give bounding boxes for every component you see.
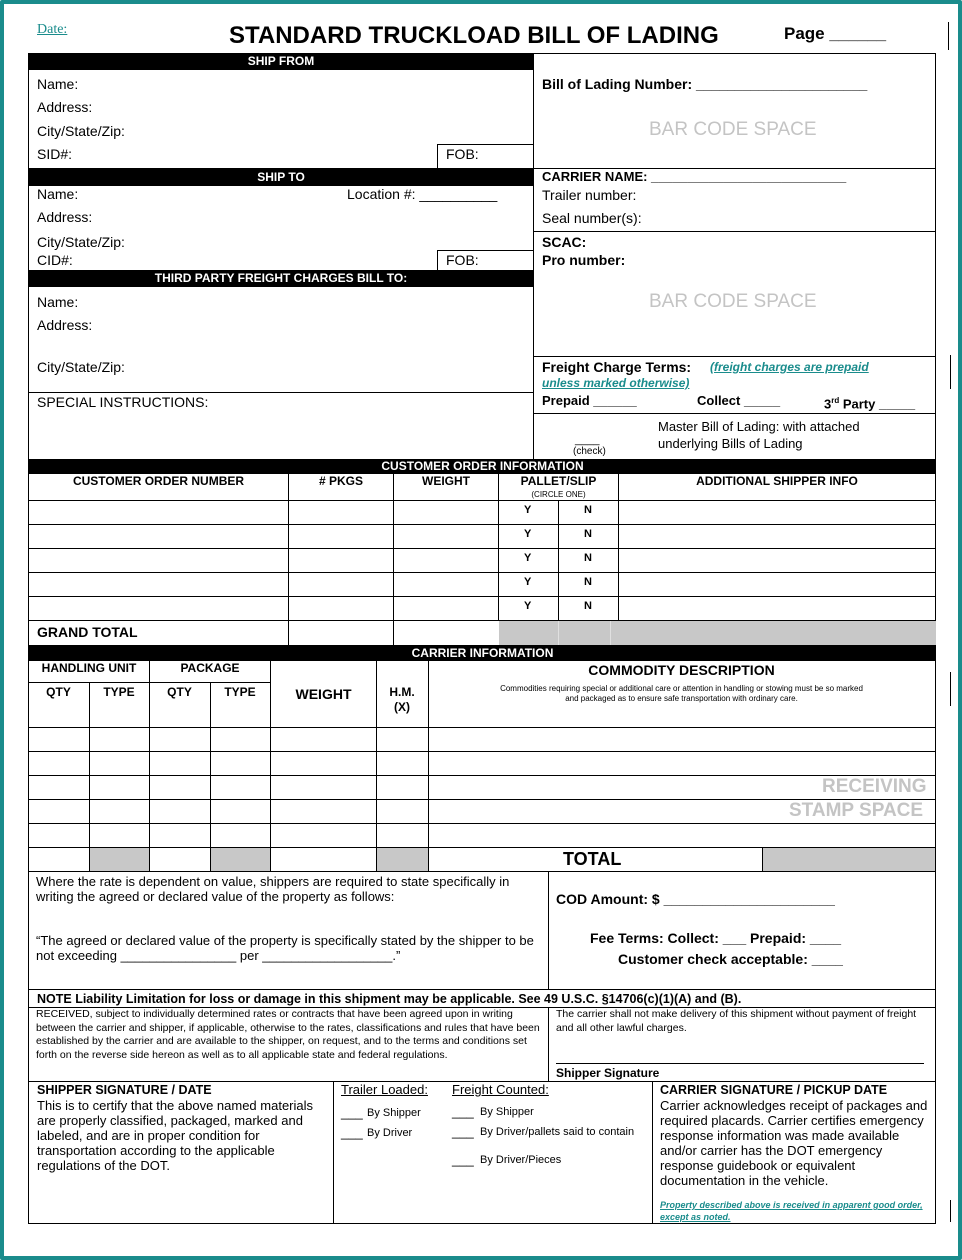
liability-note: NOTE Liability Limitation for loss or damage in this shipment may be applicable. See 49 U.S.C. §14706(c)(1)(A) and (B). [37, 992, 742, 1006]
cod-amount-field[interactable]: COD Amount: $ ______________________ [556, 891, 835, 907]
total-label: TOTAL [563, 849, 622, 869]
col-weight: WEIGHT [422, 474, 470, 488]
pro-number-field[interactable]: Pro number: [542, 252, 626, 268]
shipper-signature-title[interactable]: SHIPPER SIGNATURE / DATE [37, 1083, 212, 1097]
yes-option[interactable]: Y [524, 504, 532, 516]
bol-number-field[interactable]: Bill of Lading Number: ______________________ [542, 76, 868, 92]
third-party-address[interactable]: Address: [37, 317, 93, 333]
master-bol-text-1: Master Bill of Lading: with attached [658, 419, 860, 434]
freight-terms-label: Freight Charge Terms: [542, 359, 692, 375]
freight-counted-pieces-check[interactable]: ___ [452, 1152, 474, 1167]
no-option[interactable]: N [584, 504, 592, 516]
master-bol-check-label: (check) [573, 446, 606, 457]
freight-counted-shipper: By Shipper [480, 1106, 534, 1118]
trailer-loaded-shipper: By Shipper [367, 1107, 421, 1119]
package-header: PACKAGE [180, 661, 240, 675]
fee-terms-field[interactable]: Fee Terms: Collect: ___ Prepaid: ____ [590, 930, 842, 946]
package-qty-header: QTY [167, 685, 192, 699]
carrier-receipt-note: Property described above is received in apparent good order, except as noted. [660, 1200, 923, 1222]
barcode-space-1: BAR CODE SPACE [649, 119, 817, 140]
col-pallet-slip-sub: (CIRCLE ONE) [531, 490, 586, 499]
receiving-stamp-1: RECEIVING [822, 776, 927, 797]
carrier-signature-title[interactable]: CARRIER SIGNATURE / PICKUP DATE [660, 1083, 888, 1097]
col-pallet-slip: PALLET/SLIP [520, 474, 597, 488]
no-option[interactable]: N [584, 600, 592, 612]
freight-counted-pallets: By Driver/pallets said to contain [480, 1126, 635, 1138]
master-bol-check[interactable]: ____ [575, 434, 600, 446]
trailer-loaded-driver: By Driver [367, 1127, 413, 1139]
ship-from-address[interactable]: Address: [37, 99, 93, 115]
scac-field[interactable]: SCAC: [542, 234, 587, 250]
third-party-name[interactable]: Name: [37, 294, 79, 310]
form-bottom-border [28, 1223, 936, 1224]
carrier-certification-text: Carrier acknowledges receipt of packages and required placards. Carrier certifies emergency response information was made available and/or carrier has the DOT emergency response guidebook or equivalent documentation in the vehicle. [660, 1098, 928, 1188]
date-label: Date: [37, 22, 68, 37]
collect-field[interactable]: Collect _____ [697, 393, 781, 408]
ship-to-city[interactable]: City/State/Zip: [37, 234, 125, 250]
weight-header: WEIGHT [295, 686, 352, 702]
ship-to-location[interactable]: Location #: __________ [347, 186, 498, 202]
trailer-loaded-shipper-check[interactable]: ___ [341, 1105, 363, 1120]
ship-from-bar: SHIP FROM [29, 53, 533, 70]
carrier-name-field[interactable]: CARRIER NAME: ___________________________ [542, 169, 847, 184]
ship-to-address[interactable]: Address: [37, 209, 93, 225]
col-customer-order-number: CUSTOMER ORDER NUMBER [72, 474, 245, 488]
ship-to-bar: SHIP TO [29, 169, 533, 186]
shipper-signature-label: Shipper Signature [556, 1066, 660, 1080]
commodity-description-header: COMMODITY DESCRIPTION [588, 662, 775, 678]
receiving-stamp-2: STAMP SPACE [789, 800, 924, 821]
ship-from-city[interactable]: City/State/Zip: [37, 123, 125, 139]
col-pkgs: # PKGS [318, 474, 363, 488]
shipper-certification-text: This is to certify that the above named materials are properly classified, packaged, marked and labeled, and are in proper condition for transportation according to the applicable regulations of the DOT. [37, 1098, 314, 1173]
handling-unit-header: HANDLING UNIT [41, 661, 137, 675]
grand-total-label: GRAND TOTAL [37, 624, 138, 640]
handling-type-header: TYPE [103, 685, 135, 699]
freight-terms-note-2: unless marked otherwise) [542, 376, 690, 390]
ship-to-name[interactable]: Name: [37, 186, 79, 202]
freight-counted-pieces: By Driver/Pieces [480, 1154, 562, 1166]
col-additional-shipper-info: ADDITIONAL SHIPPER INFO [696, 474, 858, 488]
seal-number-field[interactable]: Seal number(s): [542, 210, 642, 226]
handling-qty-header: QTY [46, 685, 71, 699]
commodity-note-1: Commodities requiring special or additional care or attention in handling or stowing must be so marked [500, 684, 863, 693]
no-option[interactable]: N [584, 528, 592, 540]
center-divider [533, 53, 534, 461]
ship-to-cid[interactable]: CID#: [37, 252, 73, 268]
third-party-city[interactable]: City/State/Zip: [37, 359, 125, 375]
declared-value-text[interactable]: “The agreed or declared value of the property is specifically stated by the shipper to be not exceeding ________________ per __________________.” [36, 933, 534, 963]
freight-counted-pallets-check[interactable]: ___ [452, 1124, 474, 1139]
commodity-note-2: and packaged as to ensure safe transportation with ordinary care. [565, 694, 798, 703]
yes-option[interactable]: Y [524, 552, 532, 564]
ship-from-name[interactable]: Name: [37, 76, 79, 92]
hm-header: H.M. [389, 685, 415, 699]
form-left-border [28, 53, 29, 1223]
carrier-info-bar: CARRIER INFORMATION [29, 645, 936, 661]
hm-header-x: (X) [394, 700, 410, 714]
yes-option[interactable]: Y [524, 576, 532, 588]
third-party-terms-field[interactable]: 3rd Party _____ [824, 396, 916, 412]
prepaid-field[interactable]: Prepaid ______ [542, 393, 637, 408]
no-option[interactable]: N [584, 552, 592, 564]
valuation-text: Where the rate is dependent on value, shippers are required to state specifically in writing the agreed or declared value of the property as follows: [36, 874, 510, 904]
no-delivery-terms: The carrier shall not make delivery of this shipment without payment of freight and all other lawful charges. [556, 1008, 917, 1034]
freight-terms-note-1: (freight charges are prepaid [710, 360, 869, 374]
master-bol-text-2: underlying Bills of Lading [658, 436, 803, 451]
ship-from-fob[interactable]: FOB: [446, 146, 479, 162]
freight-counted-title: Freight Counted: [452, 1082, 549, 1097]
freight-counted-shipper-check[interactable]: ___ [452, 1104, 474, 1119]
special-instructions-label[interactable]: SPECIAL INSTRUCTIONS: [37, 394, 209, 410]
package-type-header: TYPE [224, 685, 256, 699]
third-party-bar: THIRD PARTY FREIGHT CHARGES BILL TO: [29, 270, 533, 287]
trailer-number-field[interactable]: Trailer number: [542, 187, 637, 203]
shipper-signature-line[interactable] [556, 1063, 924, 1064]
barcode-space-2: BAR CODE SPACE [649, 291, 817, 312]
yes-option[interactable]: Y [524, 600, 532, 612]
received-terms: RECEIVED, subject to individually determined rates or contracts that have been agreed upon in writing between the carrier and shipper, if applicable, otherwise to the rates, classifications and rules that have been established by the carrier and are available to the shipper, on request, and to the terms and conditions set forth on the reverse side hereon as well as to all applicable state and federal regulations. [36, 1008, 540, 1061]
document-title: STANDARD TRUCKLOAD BILL OF LADING [229, 22, 719, 49]
no-option[interactable]: N [584, 576, 592, 588]
ship-to-fob[interactable]: FOB: [446, 252, 479, 268]
customer-order-bar: CUSTOMER ORDER INFORMATION [29, 459, 936, 473]
customer-check-field[interactable]: Customer check acceptable: ____ [618, 951, 843, 967]
page-number-field[interactable]: Page ______ [784, 24, 887, 43]
ship-from-sid[interactable]: SID#: [37, 146, 73, 162]
trailer-loaded-title: Trailer Loaded: [341, 1082, 428, 1097]
trailer-loaded-driver-check[interactable]: ___ [341, 1125, 363, 1140]
yes-option[interactable]: Y [524, 528, 532, 540]
